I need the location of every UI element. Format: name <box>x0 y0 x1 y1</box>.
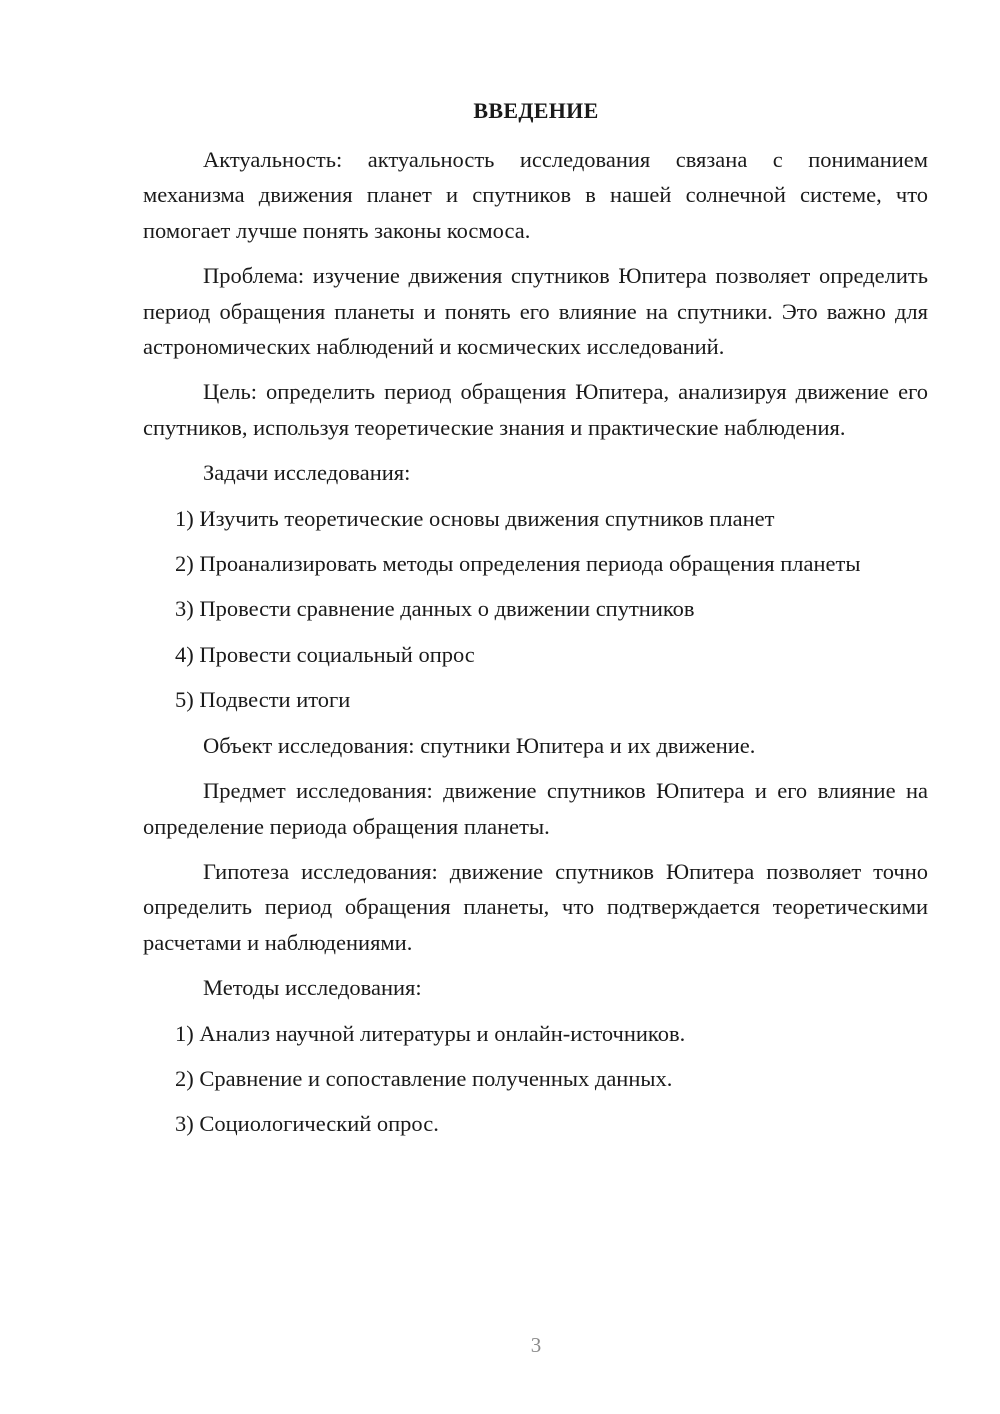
method-item-2: 2) Сравнение и сопоставление полученных данных. <box>175 1065 673 1091</box>
method-item-1: 1) Анализ научной литературы и онлайн-источников. <box>175 1020 686 1046</box>
paragraph-problem: Проблема: изучение движения спутников Юпитера позволяет определить период обращения планеты и понять его влияние на спутники. Это важно для астрономических наблюдений и космических исследований. <box>143 263 928 360</box>
task-item-5: 5) Подвести итоги <box>175 687 351 713</box>
task-item-1: 1) Изучить теоретические основы движения спутников планет <box>175 505 775 531</box>
task-item-4: 4) Провести социальный опрос <box>175 641 475 667</box>
paragraph-subject: Предмет исследования: движение спутников Юпитера и его влияние на определение периода обращения планеты. <box>143 778 928 839</box>
task-item-3: 3) Провести сравнение данных о движении спутников <box>175 596 695 622</box>
paragraph-hypothesis: Гипотеза исследования: движение спутников Юпитера позволяет точно определить период обращения планеты, что подтверждается теоретическими расчетами и наблюдениями. <box>143 858 928 955</box>
tasks-heading: Задачи исследования: <box>203 460 411 486</box>
page-title: ВВЕДЕНИЕ <box>473 98 599 123</box>
page-number: 3 <box>530 1333 542 1357</box>
task-item-2: 2) Проанализировать методы определения периода обращения планеты <box>175 551 861 577</box>
paragraph-object: Объект исследования: спутники Юпитера и их движение. <box>203 732 756 758</box>
paragraph-goal: Цель: определить период обращения Юпитера, анализируя движение его спутников, используя теоретические знания и практические наблюдения. <box>143 379 928 440</box>
paragraph-relevance: Актуальность: актуальность исследования связана с пониманием механизма движения планет и спутников в нашей солнечной системе, что помогает лучше понять законы космоса. <box>143 147 928 243</box>
document-body <box>143 142 928 1152</box>
method-item-3: 3) Социологический опрос. <box>175 1111 439 1137</box>
methods-heading: Методы исследования: <box>203 975 422 1001</box>
